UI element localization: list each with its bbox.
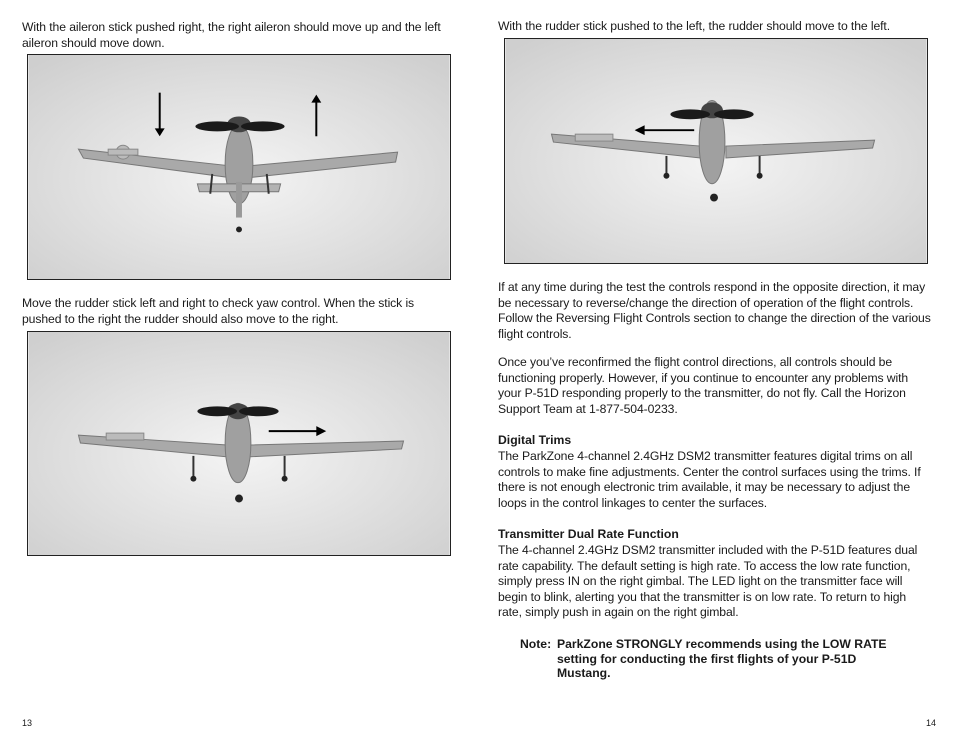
digital-trims-text: The ParkZone 4-channel 2.4GHz DSM2 transmitter features digital trims on all controls to make fine adjustments. Center the control surfaces using the trims. If there is not enough electronic trim available, it may be necessary to adjust the loops in the control linkages to center the surfaces. [498,449,921,510]
aileron-photo [27,54,451,280]
plane-rudder-right-image [28,332,450,555]
dual-rate-heading: Transmitter Dual Rate Function [498,527,679,541]
rudder-left-instruction: With the rudder stick pushed to the left, the rudder should move to the left. [498,19,891,33]
rudder-left-photo [504,38,928,264]
rudder-right-photo [27,331,451,556]
rudder-check-instruction: Move the rudder stick left and right to check yaw control. When the stick is pushed to the right the rudder should also move to the right. [22,296,415,326]
reconfirm-text: Once you’ve reconfirmed the flight control directions, all controls should be functioning properly. However, if you continue to encounter any problems with your P-51D responding properly to the transmitter, do not fly. Call the Horizon Support Team at 1-877-504-0233. [498,355,909,416]
page-number-right: 14 [926,718,937,728]
page-number-left: 13 [22,718,33,728]
note-label: Note: [520,637,552,651]
note-text: ParkZone STRONGLY recommends using the LOW RATE setting for conducting the first flights of your P-51D Mustang. [557,637,887,681]
plane-aileron-image [28,55,450,279]
reverse-controls-text: If at any time during the test the controls respond in the opposite direction, it may be necessary to reverse/change the direction of operation of the flight controls. Follow the Reversing Flight Controls section to change the direction of the various flight controls. [498,280,931,341]
plane-rudder-left-image [505,39,927,263]
dual-rate-text: The 4-channel 2.4GHz DSM2 transmitter included with the P-51D features dual rate capability. The default setting is high rate. To access the low rate function, simply press IN on the right gimbal. The LED light on the transmitter face will begin to blink, alerting you that the transmitter is on low rate. To return to high rate, simply push in again on the right gimbal. [498,543,918,619]
aileron-instruction: With the aileron stick pushed right, the right aileron should move up and the left aileron should move down. [22,20,441,50]
digital-trims-heading: Digital Trims [498,433,572,447]
